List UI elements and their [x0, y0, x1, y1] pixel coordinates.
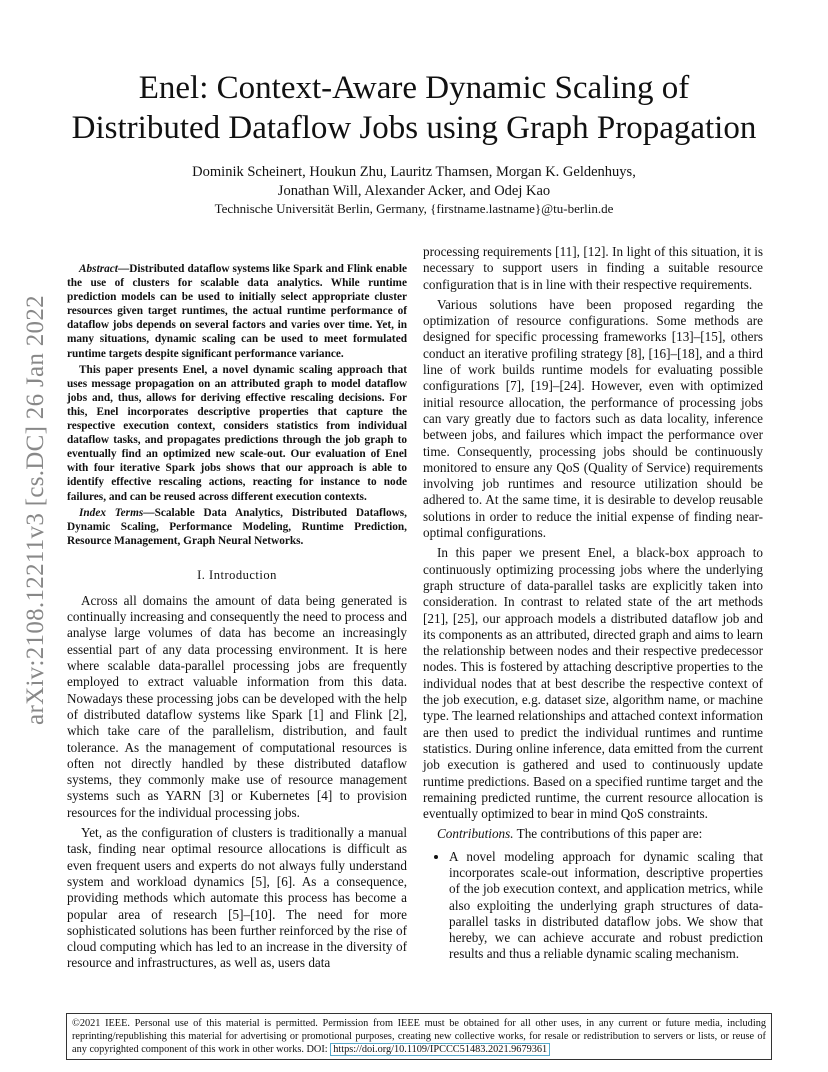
section-heading-introduction: I. Introduction	[197, 567, 277, 582]
contributions-label: Contributions.	[437, 826, 514, 842]
contribution-item: • A novel modeling approach for dynamic scaling that incorporates scale-out information, descriptive properties of the job execution context, and application metrics, while also exploiting the underlying graph structures of data-parallel tasks in distributed dataflow jobs. We show that hereby, we can achieve accurate and robust prediction results and thus a reliable dynamic scaling mechanism.	[449, 849, 763, 963]
abstract-p2: This paper presents Enel, a novel dynamic scaling approach that uses message propagation on an attributed graph to model dataflow jobs and, thus, allows for deriving effective rescaling decisions. For this, Enel incorporates descriptive properties that capture the respective execution context, considers statistics from individual dataflow tasks, and propagates predictions through the job graph to eventually find an optimized new scale-out. Our evaluation of Enel with four iterative Spark jobs shows that our approach is able to identify effective rescaling actions, reacting for instance to node failures, and can be reused across different execution contexts.	[67, 363, 407, 503]
index-terms: —Scalable Data Analytics, Distributed Dataflows, Dynamic Scaling, Performance Modeling, Runtime Prediction, Resource Management, Graph Neural Networks.	[67, 506, 407, 547]
arxiv-identifier: arXiv:2108.12211v3 [cs.DC] 26 Jan 2022	[22, 295, 49, 725]
affiliation: Technische Universität Berlin, Germany, {firstname.lastname}@tu-berlin.de	[214, 201, 614, 216]
right-paragraph-2: In this paper we present Enel, a black-box approach to continuously optimizing processing jobs where the underlying graph structure of data-parallel tasks are explicitly taken into consideration. In contrast to related state of the art methods [21], [25], our approach models a distributed dataflow job and its components as an attributed, directed graph and aims to learn the relationship between nodes and their respective predecessor nodes. This is fostered by attaching descriptive properties to the individual nodes that at best describe the respective context of the job execution, e.g. dataset size, algorithm name, or machine type. The learned relationships and attached context information are then used to predict the individual runtimes and runtime statistics. During online inference, data emitted from the current job execution is gathered and used to continuously update runtime predictions. Based on a specified runtime target and the remaining predicted runtime, the current resource allocation is eventually optimized to bear in mind QoS constraints.	[423, 545, 763, 822]
contributions-list	[423, 849, 763, 963]
authors-line-1: Dominik Scheinert, Houkun Zhu, Lauritz Thamsen, Morgan K. Geldenhuys,	[192, 164, 636, 180]
paper-title	[40, 68, 788, 148]
index-terms-label: Index Terms	[79, 506, 144, 519]
copyright-text: ©2021 IEEE. Personal use of this material is permitted. Permission from IEEE must be obtained for all other uses, in any current or future media, including reprinting/republishing this material for advertising or promotional purposes, creating new collective works, for resale or redistribution to servers or lists, or reuse of any copyrighted component of this work in other works. DOI:	[72, 1018, 766, 1055]
copyright-notice	[66, 1013, 772, 1060]
left-column	[67, 262, 407, 976]
abstract-label: Abstract	[79, 263, 118, 275]
abstract-p1: —Distributed dataflow systems like Spark and Flink enable the use of clusters for scalable data analytics. While runtime prediction models can be used to initially select appropriate cluster resources given target runtimes, the actual runtime performance of dataflow jobs depends on several factors and varies over time. Yet, in many situations, dynamic scaling can be used to meet formulated runtime targets despite significant performance variance.	[67, 263, 407, 360]
introduction-body	[67, 593, 407, 972]
title-line-2: Distributed Dataflow Jobs using Graph Propagation	[71, 110, 757, 146]
abstract	[67, 262, 407, 548]
contributions-intro: The contributions of this paper are:	[513, 826, 703, 842]
arxiv-sidebar	[0, 0, 62, 1072]
doi-link[interactable]: https://doi.org/10.1109/IPCCC51483.2021.9679361	[330, 1043, 550, 1056]
right-paragraph-0: processing requirements [11], [12]. In light of this situation, it is necessary to support users in finding a suitable resource configuration that is in line with their respective requirements.	[423, 244, 763, 292]
author-list	[40, 163, 788, 201]
intro-paragraph-1: Across all domains the amount of data being generated is continually increasing and consequently the need to process and analyse large volumes of data has become an increasingly essential part of any data processing environment. It is here where scalable data-parallel processing jobs are frequently employed to extract valuable information from this data. Nowadays these processing jobs can be developed with the help of distributed dataflow systems like Spark [1] and Flink [2], which take care of the parallelism, distribution, and fault tolerance. As the management of computational resources is often not directly handled by these distributed dataflow systems, they commonly make use of resource management systems such as YARN [3] or Kubernetes [4] to provision resources for the individual processing jobs.	[67, 592, 407, 820]
title-line-1: Enel: Context-Aware Dynamic Scaling of	[138, 70, 690, 106]
authors-line-2: Jonathan Will, Alexander Acker, and Odej Kao	[277, 183, 551, 199]
right-column	[423, 244, 763, 963]
intro-paragraph-2: Yet, as the configuration of clusters is traditionally a manual task, finding near optimal resource allocations is difficult as even frequent users and experts do not always fully understand system and workload dynamics [5], [6]. As a consequence, providing methods which automate this process has become a popular area of research [5]–[10]. The need for more sophisticated solutions has been further reinforced by the rise of cloud computing which has led to an increase in the diversity of resource and infrastructures, as well as, users data	[67, 825, 407, 971]
right-paragraph-1: Various solutions have been proposed regarding the optimization of resource configurations. Some methods are designed for specific processing frameworks [13]–[15], others conduct an iterative profiling strategy [8], [16]–[18], and a third line of work builds runtime models for evaluating possible configurations [7], [19]–[24]. However, even with optimized initial resource allocation, the performance of processing jobs can vary greatly due to factors such as data locality, inference between jobs, and failures which impact the performance over time. Consequently, processing jobs should be continuously monitored to ensure any QoS (Quality of Service) requirements involving job runtimes and resource utilization should be adhered to. At the same time, it is desirable to develop reusable solutions in order to reduce the initial expense of finding near-optimal configurations.	[423, 296, 763, 541]
